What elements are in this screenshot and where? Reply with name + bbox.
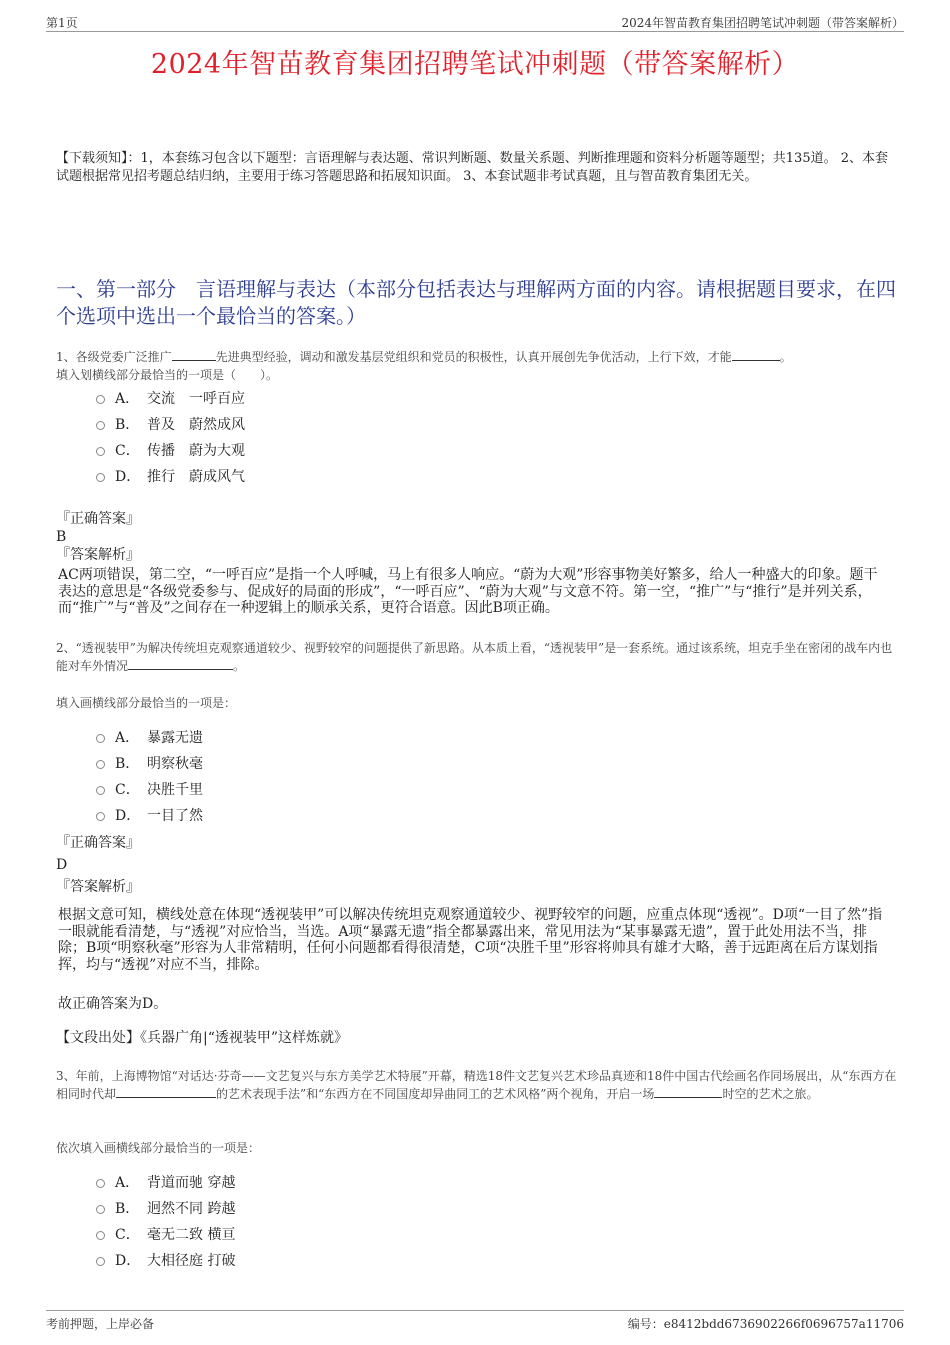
analysis-label: 『答案解析』 — [56, 879, 140, 895]
question-1-options — [96, 385, 245, 489]
radio-icon[interactable] — [96, 1179, 105, 1188]
page-footer — [46, 1310, 904, 1334]
option-a[interactable]: A． 交流 一呼百应 — [96, 385, 245, 411]
answer-value: D — [56, 857, 68, 873]
option-b[interactable]: B． 普及 蔚然成风 — [96, 411, 245, 437]
radio-icon[interactable] — [96, 786, 105, 795]
radio-icon[interactable] — [96, 760, 105, 769]
footer-slogan: 考前押题，上岸必备 — [46, 1317, 155, 1331]
question-2-answer — [56, 834, 900, 896]
download-notice: 【下载须知】：1，本套练习包含以下题型：言语理解与表达题、常识判断题、数量关系题、判断推理题和资料分析题等题型；共135道。 2、本套试题根据常见招考题总结归纳，主要用于练习答题思路和拓展知识面。 3、本套试题非考试真题，且与智苗教育集团无关。 — [56, 151, 888, 184]
question-3-options — [96, 1169, 235, 1273]
question-3-instruction: 依次填入画横线部分最恰当的一项是： — [56, 1141, 261, 1155]
option-d[interactable]: D． 大相径庭 打破 — [96, 1247, 235, 1273]
radio-icon[interactable] — [96, 473, 105, 482]
option-d[interactable]: D． 推行 蔚成风气 — [96, 463, 245, 489]
document-title: 2024年智苗教育集团招聘笔试冲刺题（带答案解析） — [150, 49, 800, 80]
radio-icon[interactable] — [96, 1205, 105, 1214]
question-2-conclusion: 故正确答案为D。 — [58, 996, 168, 1012]
question-2-instruction: 填入画横线部分最恰当的一项是： — [56, 696, 237, 710]
footer-serial: 编号：e8412bdd6736902266f0696757a11706 — [627, 1317, 904, 1331]
option-b[interactable]: B． 明察秋毫 — [96, 750, 203, 776]
blank — [116, 1086, 216, 1098]
option-c[interactable]: C． 毫无二致 横亘 — [96, 1221, 235, 1247]
option-d[interactable]: D． 一目了然 — [96, 802, 203, 828]
blank — [128, 658, 233, 670]
radio-icon[interactable] — [96, 395, 105, 404]
page-number: 第1页 — [46, 16, 78, 30]
analysis-label: 『答案解析』 — [56, 547, 140, 563]
question-2-source: 【文段出处】《兵器广角|“透视装甲”这样炼就》 — [56, 1030, 349, 1046]
page-header — [46, 10, 904, 32]
question-1-answer — [56, 510, 900, 564]
option-c[interactable]: C． 决胜千里 — [96, 776, 203, 802]
answer-value: B — [56, 529, 67, 545]
blank — [654, 1086, 722, 1098]
option-a[interactable]: A． 背道而驰 穿越 — [96, 1169, 235, 1195]
question-2-options — [96, 724, 203, 828]
radio-icon[interactable] — [96, 421, 105, 430]
radio-icon[interactable] — [96, 734, 105, 743]
option-b[interactable]: B． 迥然不同 跨越 — [96, 1195, 235, 1221]
question-2-stem: 2、“透视装甲”为解决传统坦克观察通道较少、视野较窄的问题提供了新思路。从本质上看，“透视装甲”是一套系统。通过该系统，坦克手坐在密闭的战车内也能对车外情况 。 — [56, 641, 893, 673]
question-1-analysis: AC两项错误，第二空，“一呼百应”是指一个人呼喊，马上有很多人响应。“蔚为大观”形容事物美好繁多，给人一种盛大的印象。题干表达的意思是“各级党委参与、促成好的局面的形成”，“一呼百应”、“蔚为大观”与文意不符。第一空，“推广”与“推行”是并列关系，而“推广”与“普及”之间存在一种逻辑上的顺承关系，更符合语意。因此B项正确。 — [58, 567, 878, 616]
radio-icon[interactable] — [96, 447, 105, 456]
question-1-stem: 1、各级党委广泛推广 先进典型经验，调动和激发基层党组织和党员的积极性，认真开展创先争优活动，上行下效，才能 。 填入划横线部分最恰当的一项是（ ）。 — [56, 350, 792, 382]
radio-icon[interactable] — [96, 812, 105, 821]
radio-icon[interactable] — [96, 1257, 105, 1266]
section-heading: 一、第一部分 言语理解与表达（本部分包括表达与理解两方面的内容。请根据题目要求，在四个选项中选出一个最恰当的答案。） — [56, 277, 896, 328]
option-a[interactable]: A． 暴露无遗 — [96, 724, 203, 750]
question-3-stem: 3、年前，上海博物馆“对话达·芬奇——文艺复兴与东方美学艺术特展”开幕，精选18件文艺复兴艺术珍品真迹和18件中国古代绘画名作同场展出，从“东西方在相同时代却 的艺术表现手法”和“东西方在不同国度却异曲同工的艺术风格”两个视角，开启一场 时空的艺术之旅。 — [56, 1069, 897, 1101]
blank — [732, 349, 780, 361]
question-2-analysis: 根据文意可知，横线处意在体现“透视装甲”可以解决传统坦克观察通道较少、视野较窄的问题，应重点体现“透视”。D项“一目了然”指一眼就能看清楚，与“透视”对应恰当，当选。A项“暴露无遗”指全都暴露出来，常见用法为“某事暴露无遗”，置于此处用法不当，排除；B项“明察秋毫”形容为人非常精明，任何小问题都看得很清楚，C项“决胜千里”形容将帅具有雄才大略，善于远距离在后方谋划指挥，均与“透视”对应不当，排除。 — [58, 907, 883, 973]
answer-label: 『正确答案』 — [56, 511, 140, 527]
header-doc-title: 2024年智苗教育集团招聘笔试冲刺题（带答案解析） — [621, 16, 904, 30]
option-c[interactable]: C． 传播 蔚为大观 — [96, 437, 245, 463]
answer-label: 『正确答案』 — [56, 835, 140, 851]
radio-icon[interactable] — [96, 1231, 105, 1240]
question-1-instruction: 填入划横线部分最恰当的一项是（ ）。 — [56, 368, 279, 382]
blank — [172, 349, 216, 361]
